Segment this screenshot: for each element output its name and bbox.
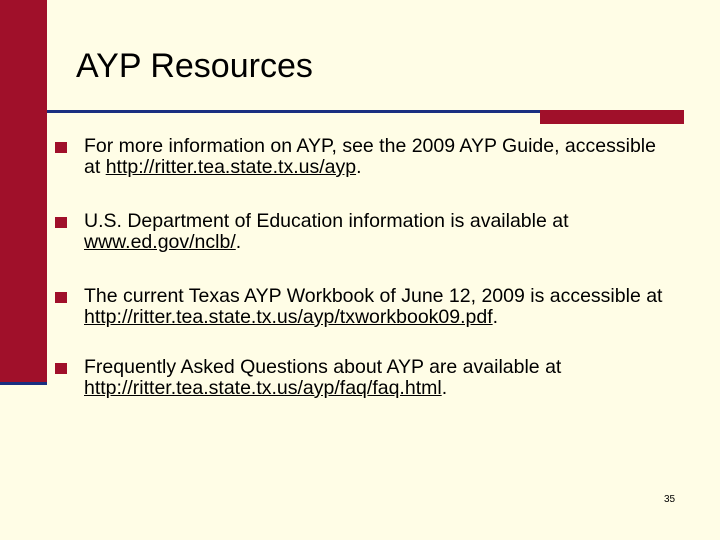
faq-link[interactable]: http://ritter.tea.state.tx.us/ayp/faq/faq.html (84, 377, 442, 399)
bullet-square-icon (55, 142, 67, 153)
bullet-text-end: . (356, 156, 362, 178)
bullet-square-icon (55, 363, 67, 374)
bullet-text-end: . (492, 306, 499, 328)
workbook-pdf-link[interactable]: http://ritter.tea.state.tx.us/ayp/txworkbook09.pdf (84, 306, 493, 328)
bullet-square-icon (55, 217, 67, 228)
bullet-item-ayp-guide (55, 136, 665, 178)
bullet-text: The current Texas AYP Workbook of June 12, 2009 is accessible at (84, 285, 663, 307)
bullet-text: For more information on AYP, see the 2009 AYP Guide, accessible at (84, 135, 656, 178)
title-underline-rule (47, 110, 540, 113)
left-accent-bar (0, 0, 47, 382)
bullet-list (55, 136, 665, 399)
page-number: 35 (664, 494, 676, 505)
left-accent-rule (0, 382, 47, 385)
bullet-text-end: . (441, 377, 448, 399)
title-accent-bar (540, 110, 684, 124)
bullet-item-faq (55, 357, 665, 399)
bullet-text: U.S. Department of Education information is available at (84, 210, 569, 232)
ayp-guide-link[interactable]: http://ritter.tea.state.tx.us/ayp (105, 156, 357, 178)
bullet-item-workbook (55, 286, 665, 328)
slide-title: AYP Resources (76, 47, 313, 85)
bullet-text: Frequently Asked Questions about AYP are available at (84, 356, 562, 378)
bullet-square-icon (55, 292, 67, 303)
bullet-item-ed-gov (55, 211, 665, 253)
bullet-text-end: . (235, 231, 242, 253)
ed-gov-link[interactable]: www.ed.gov/nclb/ (84, 231, 236, 253)
